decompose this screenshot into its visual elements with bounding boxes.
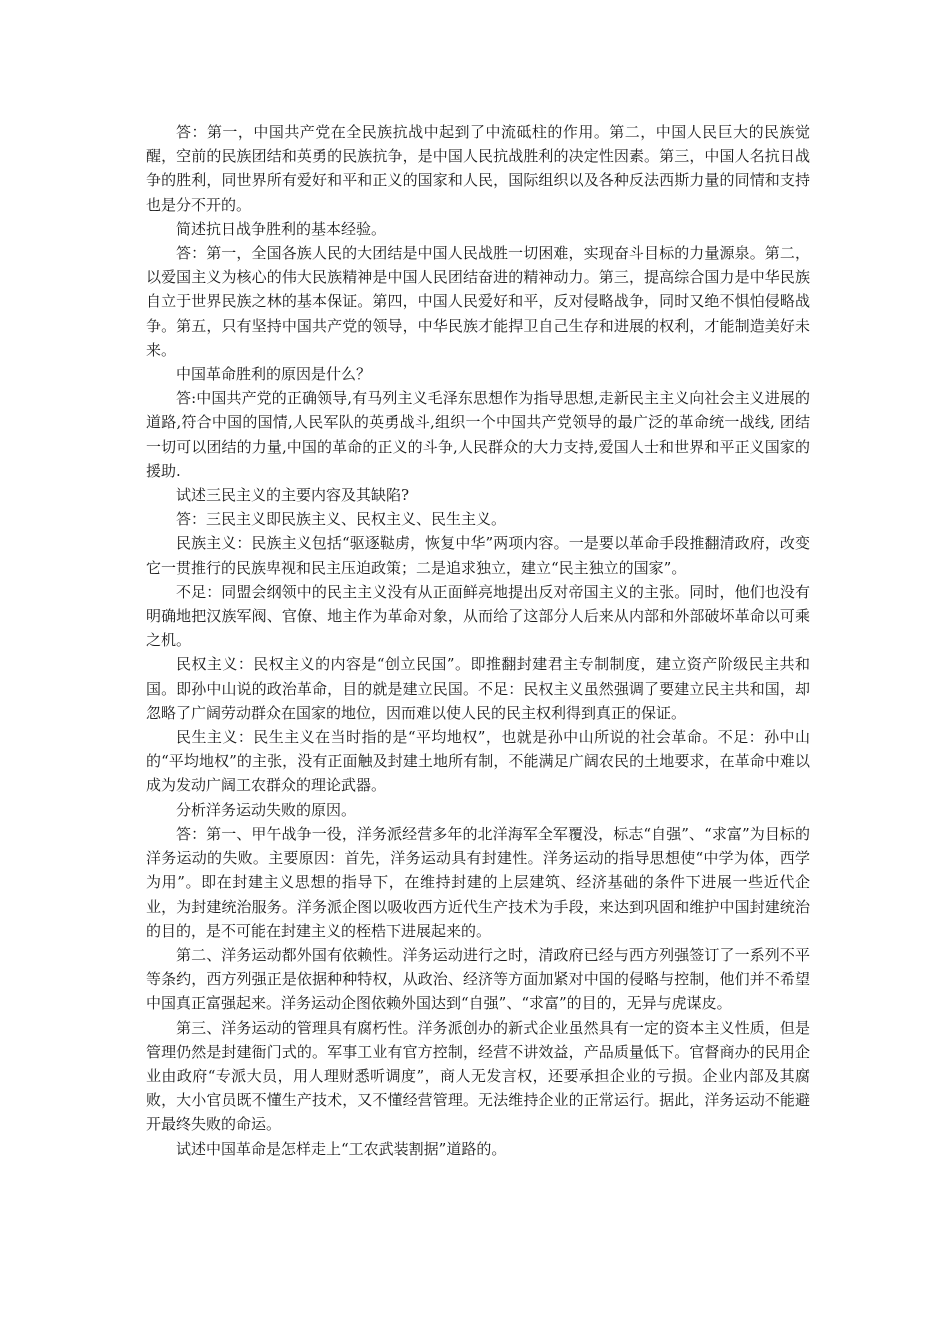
answer-paragraph: 不足：同盟会纲领中的民主主义没有从正面鲜亮地提出反对帝国主义的主张。同时，他们也没有明确地把汉族军阀、官僚、地主作为革命对象，从而给了这部分人后来从内部和外部破坏革命以可乘之机。 [146,582,810,650]
answer-paragraph: 民生主义：民生主义在当时指的是“平均地权”，也就是孙中山所说的社会革命。不足：孙中山的“平均地权”的主张，没有正面触及封建土地所有制，不能满足广阔农民的土地要求，在革命中难以成为发动广阔工农群众的理论武器。 [146,728,810,795]
answer-paragraph: 答：第一，中国共产党在全民族抗战中起到了中流砥柱的作用。第二，中国人民巨大的民族觉醒，空前的民族团结和英勇的民族抗争，是中国人民抗战胜利的决定性因素。第三，中国人名抗日战争的胜利，同世界所有爱好和平和正义的国家和人民，国际组织以及各种反法西斯力量的同情和支持也是分不开的。 [146,123,810,214]
document-body [146,120,810,1161]
answer-paragraph: 第二、洋务运动都外国有依赖性。洋务运动进行之时，清政府已经与西方列强签订了一系列不平等条约，西方列强正是依据种种特权，从政治、经济等方面加紧对中国的侵略与控制，他们并不希望中国真正富强起来。洋务运动企图依赖外国达到“自强”、“求富”的目的，无异与虎谋皮。 [146,945,810,1013]
question-heading: 试述中国革命是怎样走上“工农武装割据”道路的。 [176,1139,507,1158]
question-heading: 中国革命胜利的原因是什么？ [176,365,372,384]
answer-paragraph: 民族主义：民族主义包括“驱逐鞑虏，恢复中华”两项内容。一是要以革命手段推翻清政府，改变它一贯推行的民族卑视和民主压迫政策；二是追求独立，建立“民主独立的国家”。 [146,534,810,577]
answer-paragraph: 答：第一、甲午战争一役，洋务派经营多年的北洋海军全军覆没，标志“自强”、“求富”为目标的洋务运动的失败。主要原因：首先，洋务运动具有封建性。洋务运动的指导思想使“中学为体，西学为用”。即在封建主义思想的指导下，在维持封建的上层建筑、经济基础的条件下进展一些近代企业，为封建统治服务。洋务派企图以吸收西方近代生产技术为手段，来达到巩固和维护中国封建统治的目的，是不可能在封建主义的桎梏下进展起来的。 [146,824,810,940]
answer-paragraph: 答:中国共产党的正确领导,有马列主义毛泽东思想作为指导思想,走新民主主义向社会主义进展的道路,符合中国的国情,人民军队的英勇战斗,组织一个中国共产党领导的最广泛的革命统一战线, 团结一切可以团结的力量,中国的革命的正义的斗争,人民群众的大力支持,爱国人士和世界和平正义国家的援助. [146,389,810,480]
question-heading: 分析洋务运动失败的原因。 [176,800,357,819]
question-heading: 试述三民主义的主要内容及其缺陷? [176,486,410,505]
answer-paragraph: 答：三民主义即民族主义、民权主义、民生主义。 [176,510,507,529]
answer-paragraph: 第三、洋务运动的管理具有腐朽性。洋务派创办的新式企业虽然具有一定的资本主义性质，但是管理仍然是封建衙门式的。军事工业有官方控制，经营不讲效益，产品质量低下。官督商办的民用企业由政府“专派大员，用人理财悉听调度”，商人无发言权，还要承担企业的亏损。企业内部及其腐败，大小官员既不懂生产技术，又不懂经营管理。无法维持企业的正常运行。据此，洋务运动不能避开最终失败的命运。 [146,1018,810,1134]
answer-paragraph: 民权主义：民权主义的内容是“创立民国”。即推翻封建君主专制制度，建立资产阶级民主共和国。即孙中山说的政治革命，目的就是建立民国。不足：民权主义虽然强调了要建立民主共和国，却忽略了广阔劳动群众在国家的地位，因而难以使人民的民主权利得到真正的保证。 [146,655,810,722]
question-heading: 简述抗日战争胜利的基本经验。 [176,219,387,238]
answer-paragraph: 答：第一，全国各族人民的大团结是中国人民战胜一切困难，实现奋斗目标的力量源泉。第二，以爱国主义为核心的伟大民族精神是中国人民团结奋进的精神动力。第三，提高综合国力是中华民族自立于世界民族之林的基本保证。第四，中国人民爱好和平，反对侵略战争，同时又绝不惧怕侵略战争。第五，只有坚持中国共产党的领导，中华民族才能捍卫自己生存和进展的权利，才能制造美好未来。 [146,244,810,359]
